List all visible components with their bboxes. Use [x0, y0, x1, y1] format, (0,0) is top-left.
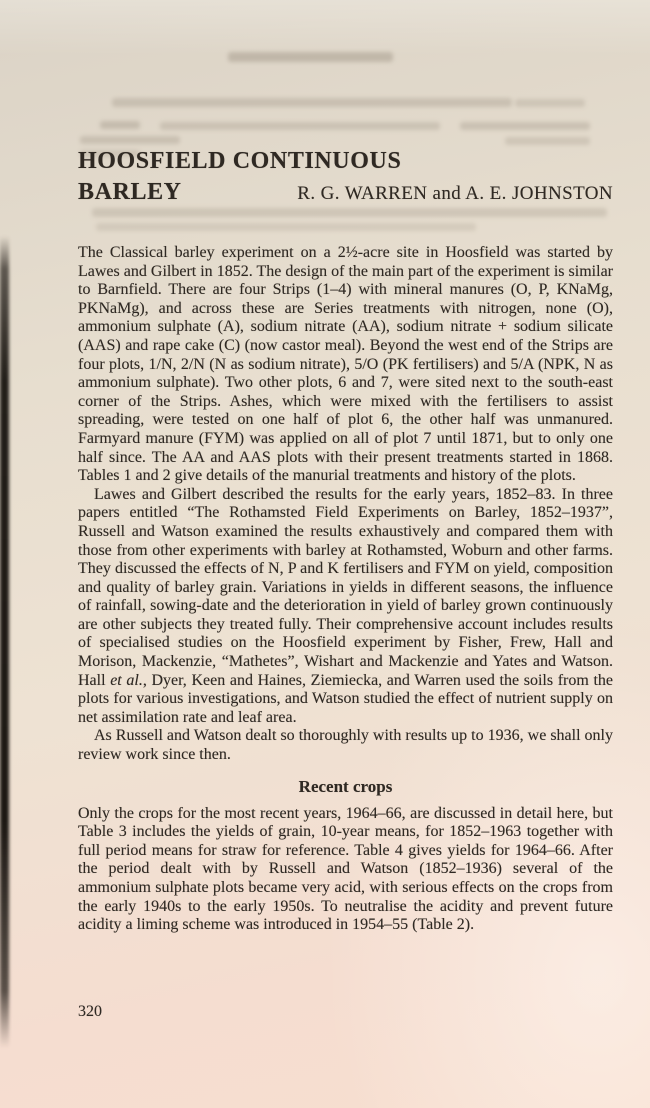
bleed-through-text	[160, 122, 440, 130]
bleed-through-text	[80, 136, 180, 144]
paragraph-4: Only the crops for the most recent years, 1964–66, are discussed in detail here, but Table 3 includes the yields of grain, 10-year means, for 1852–1963 together with full period means for straw for reference. Table 4 gives yields for 1964–66. After the period dealt with by Russell and Watson (1852–1936) several of the ammonium sulphate plots became very acid, with serious effects on the crops from the early 1940s to the early 1950s. To neutralise the acidity and prevent future acidity a liming scheme was introduced in 1954–55 (Table 2).	[78, 804, 613, 934]
section-heading: Recent crops	[298, 776, 393, 796]
text-column	[78, 148, 613, 935]
paragraph-1: The Classical barley experiment on a 2½-acre site in Hoosfield was started by Lawes and Gilbert in 1852. The design of the main part of the experiment is similar to Barnfield. There are four Strips (1–4) with mineral manures (O, P, KNaMg, PKNaMg), and across these are Series treatments with nitrogen, none (O), ammonium sulphate (A), sodium nitrate (AA), sodium nitrate + sodium silicate (AAS) and rape cake (C) (now castor meal). Beyond the west end of the Strips are four plots, 1/N, 2/N (N as sodium nitrate), 5/O (PK fertilisers) and 5/A (NPK, N as ammonium sulphate). Two other plots, 6 and 7, were sited next to the south-east corner of the Strips. Ashes, which were mixed with the fertilisers to assist spreading, were tested on one half of plot 6, the other half was unmanured. Farmyard manure (FYM) was applied on all of plot 7 until 1871, but to only one half since. The AA and AAS plots with their present treatments started in 1868. Tables 1 and 2 give details of the manurial treatments and history of the plots.	[78, 244, 613, 485]
scan-edge-shadow	[0, 236, 9, 1048]
paragraph-2	[78, 486, 613, 728]
bleed-through-text	[515, 99, 585, 107]
title-author-row	[78, 179, 613, 207]
bleed-through-text	[228, 52, 393, 62]
bleed-through-text	[100, 121, 140, 129]
bleed-through-text	[505, 137, 590, 145]
bleed-through-text	[460, 122, 590, 130]
article-title-line2: BARLEY	[78, 179, 182, 205]
page-number: 320	[78, 1003, 102, 1020]
paragraph-2-text: Lawes and Gilbert described the results for the early years, 1852–83. In three papers entitled “The Rothamsted Field Experiments on Barley, 1852–1937”, Russell and Watson examined the results exhaustively and compared them with those from other experiments with barley at Rothamsted, Woburn and other farms. They discussed the effects of N, P and K fertilisers and FYM on yield, composition and quality of barley grain. Variations in yields in different seasons, the influence of rainfall, sowing-date and the deterioration in yield of barley grown continuously are other subjects they treated fully. Their comprehensive account includes results of specialised studies on the Hoosfield experiment by Fisher, Frew, Hall and Morison, Mackenzie, “Mathetes”, Wishart and Mackenzie and Yates and Watson. Hall	[78, 485, 613, 689]
article-authors: R. G. WARREN and A. E. JOHNSTON	[297, 183, 613, 204]
article-title-line1: HOOSFIELD CONTINUOUS	[78, 148, 402, 174]
bleed-through-text	[112, 98, 512, 107]
paragraph-2-text: , Dyer, Keen and Haines, Ziemiecka, and Warren used the soils from the plots for various investigations, and Watson studied the effect of nutrient supply on net assimilation rate and leaf area.	[78, 671, 613, 726]
et-al-italic: et al.	[110, 671, 143, 689]
article-body	[78, 244, 613, 935]
paragraph-3: As Russell and Watson dealt so thoroughly with results up to 1936, we shall only review work since then.	[78, 727, 613, 764]
